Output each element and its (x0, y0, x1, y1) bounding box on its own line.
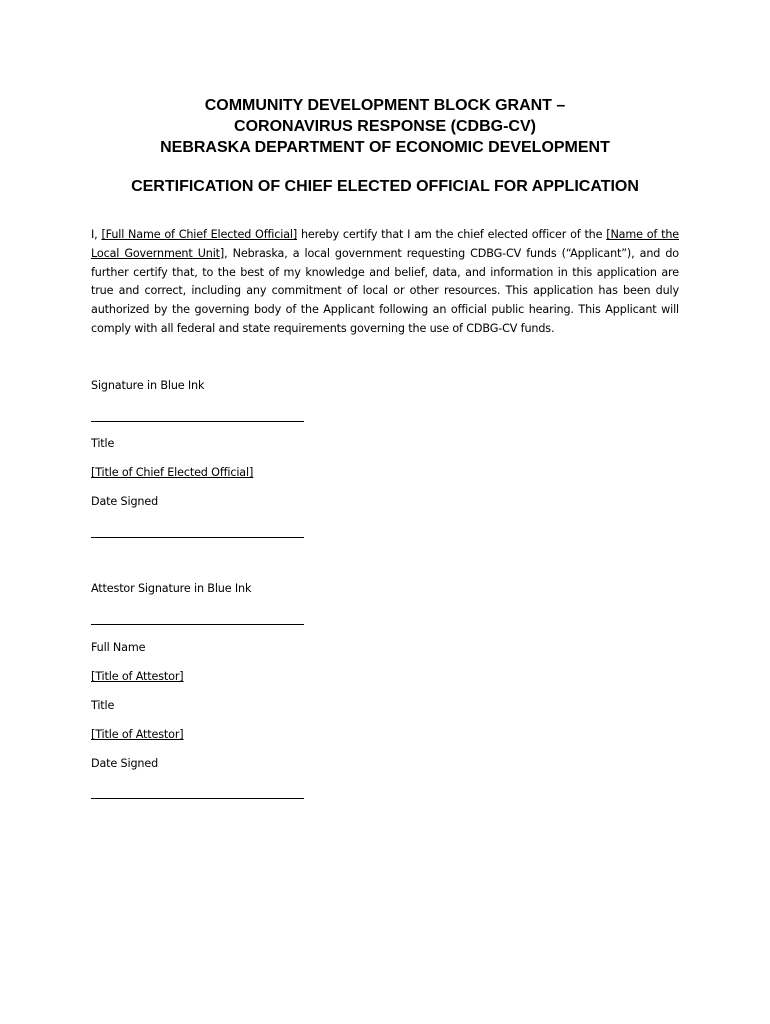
cert-text-2: hereby certify that I am the chief elected officer of the (297, 228, 607, 241)
attestor-fullname-placeholder[interactable]: [Title of Attestor] (91, 670, 184, 683)
official-title-placeholder[interactable]: [Title of Chief Elected Official] (91, 466, 254, 479)
document-subtitle: CERTIFICATION OF CHIEF ELECTED OFFICIAL FOR APPLICATION (131, 178, 639, 195)
attestor-date-signed-label: Date Signed (91, 757, 159, 770)
attestor-title-placeholder[interactable]: [Title of Attestor] (91, 728, 184, 741)
title-label: Title (91, 437, 115, 450)
header-line-1: COMMUNITY DEVELOPMENT BLOCK GRANT – (204, 97, 566, 114)
date-signed-label: Date Signed (91, 495, 159, 508)
attestor-date-signed-line[interactable] (91, 798, 304, 799)
attestor-signature-line[interactable] (91, 624, 304, 625)
date-signed-line[interactable] (91, 537, 304, 538)
attestor-fullname-label: Full Name (91, 641, 146, 654)
document-header (0, 95, 770, 158)
local-unit-placeholder[interactable]: [Name of the Local Government Unit] (91, 228, 679, 260)
header-line-2: CORONAVIRUS RESPONSE (CDBG-CV) (234, 118, 536, 135)
signature-line[interactable] (91, 421, 304, 422)
signature-label: Signature in Blue Ink (91, 379, 205, 392)
attestor-title-label: Title (91, 699, 115, 712)
official-name-placeholder[interactable]: [Full Name of Chief Elected Official] (101, 228, 298, 241)
header-line-3: NEBRASKA DEPARTMENT OF ECONOMIC DEVELOPMENT (160, 139, 610, 156)
attestor-signature-label: Attestor Signature in Blue Ink (91, 582, 252, 595)
certification-paragraph (91, 226, 679, 339)
cert-text-1: I, (91, 228, 102, 241)
cert-text-3: , Nebraska, a local government requesting CDBG-CV funds (“Applicant”), and do further certify that, to the best of my knowledge and belief, data, and information in this application are true and correct, including any commitment of local or other resources. This application has been duly authorized by the governing body of the Applicant following an official public hearing. This Applicant will comply with all federal and state requirements governing the use of CDBG-CV funds. (91, 246, 679, 335)
